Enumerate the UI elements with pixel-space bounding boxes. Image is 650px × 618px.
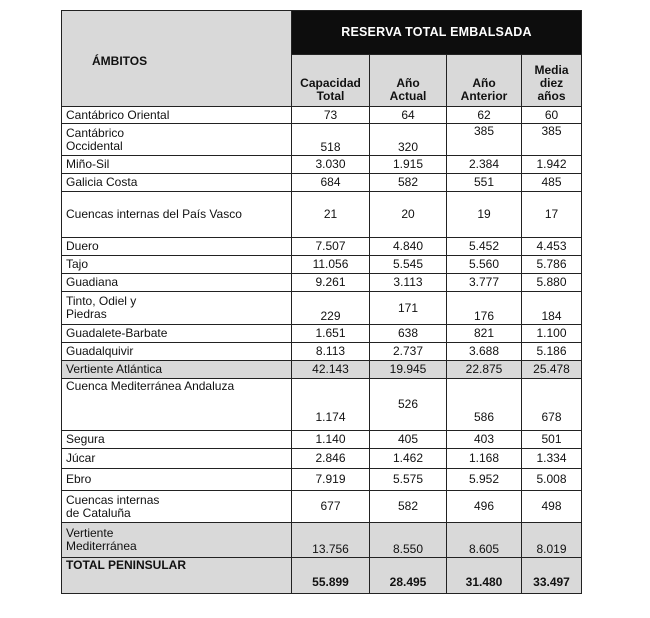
- col-header-line: Año: [396, 76, 420, 90]
- col-header-anterior: [447, 55, 522, 107]
- subtotal-row: [62, 523, 582, 558]
- cell-anterior: 1.168: [447, 449, 522, 469]
- row-name-line: Vertiente: [66, 526, 114, 540]
- cell-actual: 5.545: [370, 256, 447, 274]
- cell-anterior: 496: [447, 491, 522, 523]
- row-name: Guadalete-Barbate: [62, 325, 292, 343]
- cell-media: 60: [522, 107, 582, 124]
- row-name: Segura: [62, 431, 292, 449]
- cell-actual: 171: [370, 292, 447, 325]
- cell-actual: 28.495: [370, 558, 447, 594]
- cell-actual: 1.462: [370, 449, 447, 469]
- row-name: Duero: [62, 238, 292, 256]
- cell-actual: 2.737: [370, 343, 447, 361]
- col-header-line: Media: [534, 63, 569, 77]
- row-name: Tajo: [62, 256, 292, 274]
- row-name: Guadalquivir: [62, 343, 292, 361]
- cell-actual: 4.840: [370, 238, 447, 256]
- cell-capacidad: 1.651: [292, 325, 370, 343]
- cell-anterior: 3.777: [447, 274, 522, 292]
- table-row: [62, 192, 582, 238]
- row-name: Cantábrico Oriental: [62, 107, 292, 124]
- col-header-actual: [370, 55, 447, 107]
- ambitos-header: ÁMBITOS: [62, 11, 292, 107]
- row-name: [62, 292, 292, 325]
- col-header-line: Año: [472, 76, 496, 90]
- cell-media: 25.478: [522, 361, 582, 379]
- cell-anterior: 19: [447, 192, 522, 238]
- row-name: Ebro: [62, 469, 292, 491]
- cell-capacidad: 8.113: [292, 343, 370, 361]
- cell-actual: 64: [370, 107, 447, 124]
- cell-capacidad: 518: [292, 124, 370, 156]
- col-header-line: Actual: [389, 89, 427, 103]
- row-name: [62, 124, 292, 156]
- table-row: [62, 431, 582, 449]
- cell-capacidad: 21: [292, 192, 370, 238]
- table-row: [62, 449, 582, 469]
- cell-capacidad: 11.056: [292, 256, 370, 274]
- cell-capacidad: 42.143: [292, 361, 370, 379]
- col-header-capacidad: [292, 55, 370, 107]
- cell-anterior: 821: [447, 325, 522, 343]
- cell-anterior: 22.875: [447, 361, 522, 379]
- cell-media: 498: [522, 491, 582, 523]
- table-row: [62, 174, 582, 192]
- cell-anterior: 5.952: [447, 469, 522, 491]
- cell-capacidad: 677: [292, 491, 370, 523]
- row-name: Júcar: [62, 449, 292, 469]
- group-header-row: [62, 11, 582, 55]
- table-row: [62, 107, 582, 124]
- cell-anterior: 31.480: [447, 558, 522, 594]
- table-row: [62, 325, 582, 343]
- cell-actual: 3.113: [370, 274, 447, 292]
- cell-capacidad: 684: [292, 174, 370, 192]
- col-header-line: diez: [539, 76, 564, 90]
- cell-media: 8.019: [522, 523, 582, 558]
- cell-media: 4.453: [522, 238, 582, 256]
- cell-anterior: 5.560: [447, 256, 522, 274]
- row-name-line: Cantábrico: [66, 125, 125, 140]
- cell-anterior: 3.688: [447, 343, 522, 361]
- col-header-line: años: [537, 89, 566, 103]
- row-name: Miño-Sil: [62, 156, 292, 174]
- table-row: [62, 256, 582, 274]
- cell-media: 5.786: [522, 256, 582, 274]
- cell-capacidad: 3.030: [292, 156, 370, 174]
- subtotal-row: [62, 361, 582, 379]
- cell-anterior: 385: [447, 124, 522, 156]
- cell-media: 485: [522, 174, 582, 192]
- cell-actual: 8.550: [370, 523, 447, 558]
- table-row: [62, 238, 582, 256]
- row-name: Vertiente Atlántica: [62, 361, 292, 379]
- cell-actual: 19.945: [370, 361, 447, 379]
- cell-capacidad: 7.507: [292, 238, 370, 256]
- cell-media: 5.008: [522, 469, 582, 491]
- total-row: [62, 558, 582, 594]
- row-name: Cuenca Mediterránea Andaluza: [62, 379, 292, 431]
- row-name-line: Cuencas internas: [66, 492, 160, 507]
- table-row: [62, 124, 582, 156]
- cell-media: 1.100: [522, 325, 582, 343]
- reserva-total-header: RESERVA TOTAL EMBALSADA: [292, 11, 582, 55]
- cell-actual: 582: [370, 491, 447, 523]
- cell-capacidad: 9.261: [292, 274, 370, 292]
- col-header-line: Anterior: [460, 89, 508, 103]
- table-row: [62, 292, 582, 325]
- cell-media: 5.880: [522, 274, 582, 292]
- cell-capacidad: 73: [292, 107, 370, 124]
- reservoir-table: [61, 10, 582, 594]
- cell-anterior: 176: [447, 292, 522, 325]
- cell-capacidad: 2.846: [292, 449, 370, 469]
- col-header-media: [522, 55, 582, 107]
- cell-actual: 1.915: [370, 156, 447, 174]
- row-name: Galicia Costa: [62, 174, 292, 192]
- cell-anterior: 403: [447, 431, 522, 449]
- row-name: Guadiana: [62, 274, 292, 292]
- cell-media: 17: [522, 192, 582, 238]
- row-name-line: Mediterránea: [66, 539, 137, 553]
- cell-media: 678: [522, 379, 582, 431]
- row-name-line: Tinto, Odiel y: [66, 294, 137, 308]
- cell-capacidad: 55.899: [292, 558, 370, 594]
- cell-media: 1.334: [522, 449, 582, 469]
- cell-actual: 320: [370, 124, 447, 156]
- cell-anterior: 551: [447, 174, 522, 192]
- cell-actual: 638: [370, 325, 447, 343]
- table-row: [62, 274, 582, 292]
- table-row: [62, 379, 582, 431]
- cell-capacidad: 13.756: [292, 523, 370, 558]
- cell-media: 1.942: [522, 156, 582, 174]
- cell-anterior: 2.384: [447, 156, 522, 174]
- table-row: [62, 491, 582, 523]
- cell-anterior: 586: [447, 379, 522, 431]
- row-name: Cuencas internas del País Vasco: [62, 192, 292, 238]
- cell-capacidad: 1.174: [292, 379, 370, 431]
- row-name: [62, 491, 292, 523]
- col-header-line: Capacidad: [300, 76, 361, 90]
- table-row: [62, 156, 582, 174]
- cell-capacidad: 7.919: [292, 469, 370, 491]
- col-header-line: Total: [316, 89, 345, 103]
- row-name-line: Occidental: [66, 138, 123, 153]
- cell-media: 184: [522, 292, 582, 325]
- cell-actual: 20: [370, 192, 447, 238]
- cell-capacidad: 1.140: [292, 431, 370, 449]
- cell-anterior: 62: [447, 107, 522, 124]
- cell-anterior: 5.452: [447, 238, 522, 256]
- row-name: [62, 523, 292, 558]
- table-row: [62, 469, 582, 491]
- cell-anterior: 8.605: [447, 523, 522, 558]
- row-name-line: de Cataluña: [66, 505, 131, 520]
- cell-actual: 582: [370, 174, 447, 192]
- cell-media: 501: [522, 431, 582, 449]
- cell-actual: 5.575: [370, 469, 447, 491]
- cell-media: 5.186: [522, 343, 582, 361]
- cell-capacidad: 229: [292, 292, 370, 325]
- cell-media: 33.497: [522, 558, 582, 594]
- row-name-line: Piedras: [66, 307, 107, 321]
- cell-actual: 526: [370, 379, 447, 431]
- table-row: [62, 343, 582, 361]
- cell-actual: 405: [370, 431, 447, 449]
- total-label: TOTAL PENINSULAR: [62, 558, 292, 594]
- cell-media: 385: [522, 124, 582, 156]
